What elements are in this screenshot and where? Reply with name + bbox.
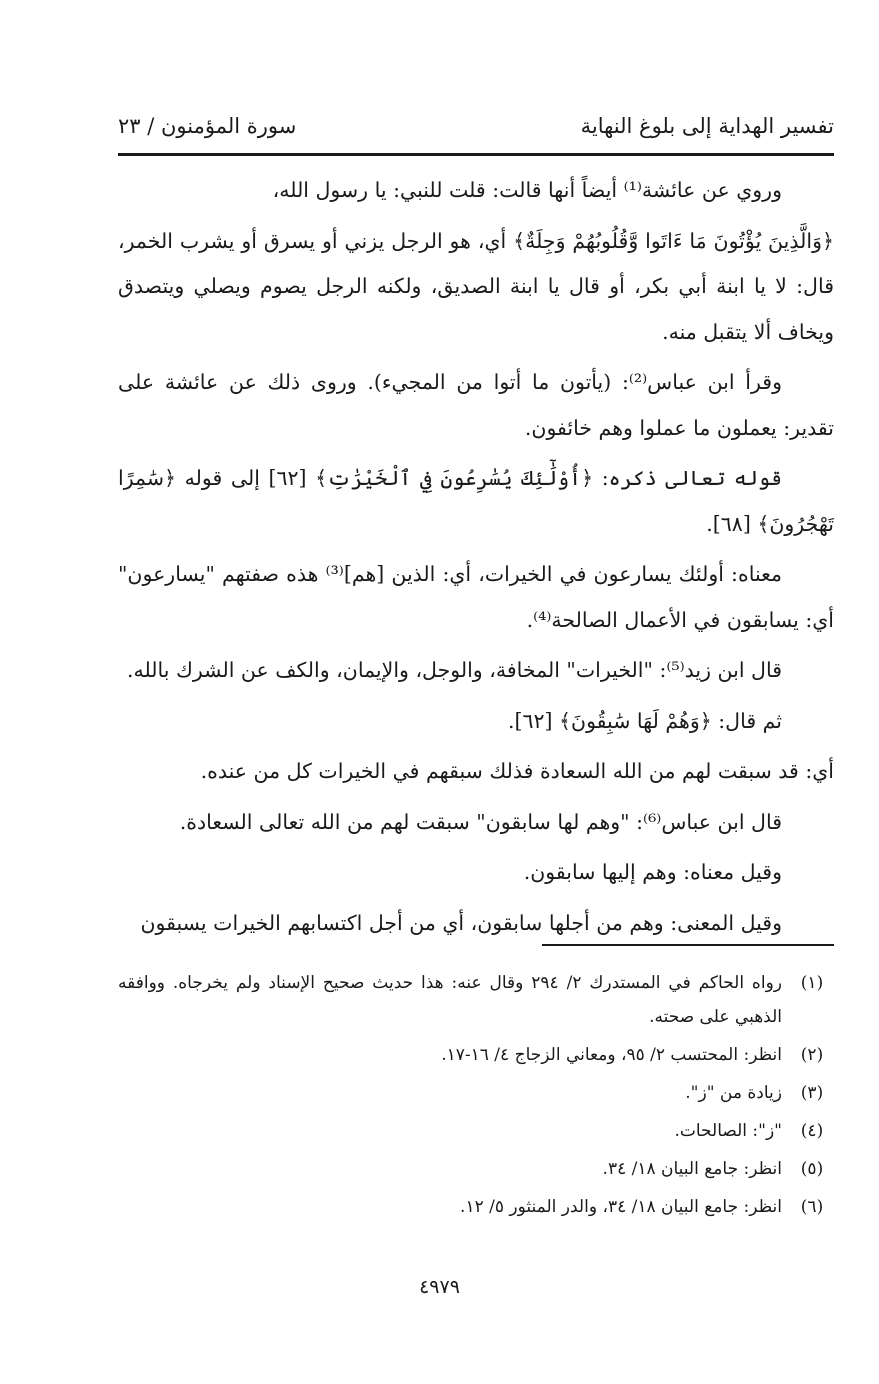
footnote-text: زيادة من "ز". <box>685 1083 782 1103</box>
paragraph: قال ابن عباس⁽⁶⁾: "وهم لها سابقون" سبقت لهم من الله تعالى السعادة. <box>179 809 782 834</box>
footnote-number: (٣) <box>800 1083 824 1103</box>
footnote-number: (٦) <box>800 1197 824 1217</box>
paragraph: وقرأ ابن عباس⁽²⁾: (يأتون ما أتوا من المجيء). وروى ذلك عن عائشة على تقدير: يعملون ما عملوا وهم خائفون. <box>118 370 834 440</box>
running-header <box>118 110 834 146</box>
paragraph: وقيل المعنى: وهم من أجلها سابقون، أي من أجل اكتسابهم الخيرات يسبقون <box>140 910 782 935</box>
paragraph: قوله تعالى ذكره: ﴿أُوْلَٰٓئِكَ يُسَٰرِعُونَ فِي ٱلْخَيْرَٰتِ﴾ [٦٢] إلى قوله ﴿سَٰمِرًا تَهْجُرُونَ﴾ [٦٨]. <box>118 466 834 536</box>
footnote <box>118 1114 834 1148</box>
footnote-number: (٢) <box>800 1045 824 1065</box>
footnote-text: انظر: جامع البيان ١٨/ ٣٤. <box>602 1159 782 1179</box>
paragraph: قال ابن زيد⁽⁵⁾: "الخيرات" المخافة، والوجل، والإيمان، والكف عن الشرك بالله. <box>126 658 782 682</box>
footnote-number: (٥) <box>800 1159 824 1179</box>
paragraph: ثم قال: ﴿وَهُمْ لَهَا سَٰبِقُونَ﴾ [٦٢]. <box>507 708 782 733</box>
footnote <box>118 1076 834 1110</box>
main-text <box>118 168 834 951</box>
page-number: ٤٩٧٩ <box>419 1276 460 1298</box>
footnote-rule <box>542 944 834 946</box>
footnote-text: انظر: المحتسب ٢/ ٩٥، ومعاني الزجاج ٤/ ١٦-١٧. <box>441 1045 782 1065</box>
footnote <box>118 966 834 1034</box>
header-rule <box>118 153 834 156</box>
footnote-number: (٤) <box>800 1121 824 1141</box>
footnote-text: "ز": الصالحات. <box>674 1121 782 1141</box>
paragraph: ﴿وَالَّذِينَ يُؤْتُونَ مَا ءَاتَوا وَّقُلُوبُهُمْ وَجِلَةٌ﴾ أي، هو الرجل يزني أو يسرق أو يشرب الخمر، قال: لا يا ابنة أبي بكر، أو قال يا ابنة الصديق، ولكنه الرجل يصوم ويصلي ويتصدق ويخاف ألا يتقبل منه. <box>118 228 834 344</box>
footnotes <box>118 966 834 1228</box>
footnote-number: (١) <box>800 973 824 993</box>
book-title: تفسير الهداية إلى بلوغ النهاية <box>580 114 834 138</box>
paragraph: وقيل معناه: وهم إليها سابقون. <box>523 860 782 884</box>
footnote <box>118 1038 834 1072</box>
footnote-text: انظر: جامع البيان ١٨/ ٣٤، والدر المنثور ٥/ ١٢. <box>460 1197 782 1217</box>
surah-title: سورة المؤمنون / ٢٣ <box>118 114 297 138</box>
paragraph: أي: قد سبقت لهم من الله السعادة فذلك سبقهم في الخيرات كل من عنده. <box>200 759 834 783</box>
footnote-text: رواه الحاكم في المستدرك ٢/ ٢٩٤ وقال عنه: هذا حديث صحيح الإسناد ولم يخرجاه. ووافقه الذهبي على صحته. <box>118 973 782 1027</box>
paragraph: وروي عن عائشة⁽¹⁾ أيضاً أنها قالت: قلت للنبي: يا رسول الله، <box>272 178 782 202</box>
footnote <box>118 1152 834 1186</box>
footnote <box>118 1190 834 1224</box>
paragraph: معناه: أولئك يسارعون في الخيرات، أي: الذين [هم]⁽³⁾ هذه صفتهم "يسارعون" أي: يسابقون في الأعمال الصالحة⁽⁴⁾. <box>118 562 834 632</box>
